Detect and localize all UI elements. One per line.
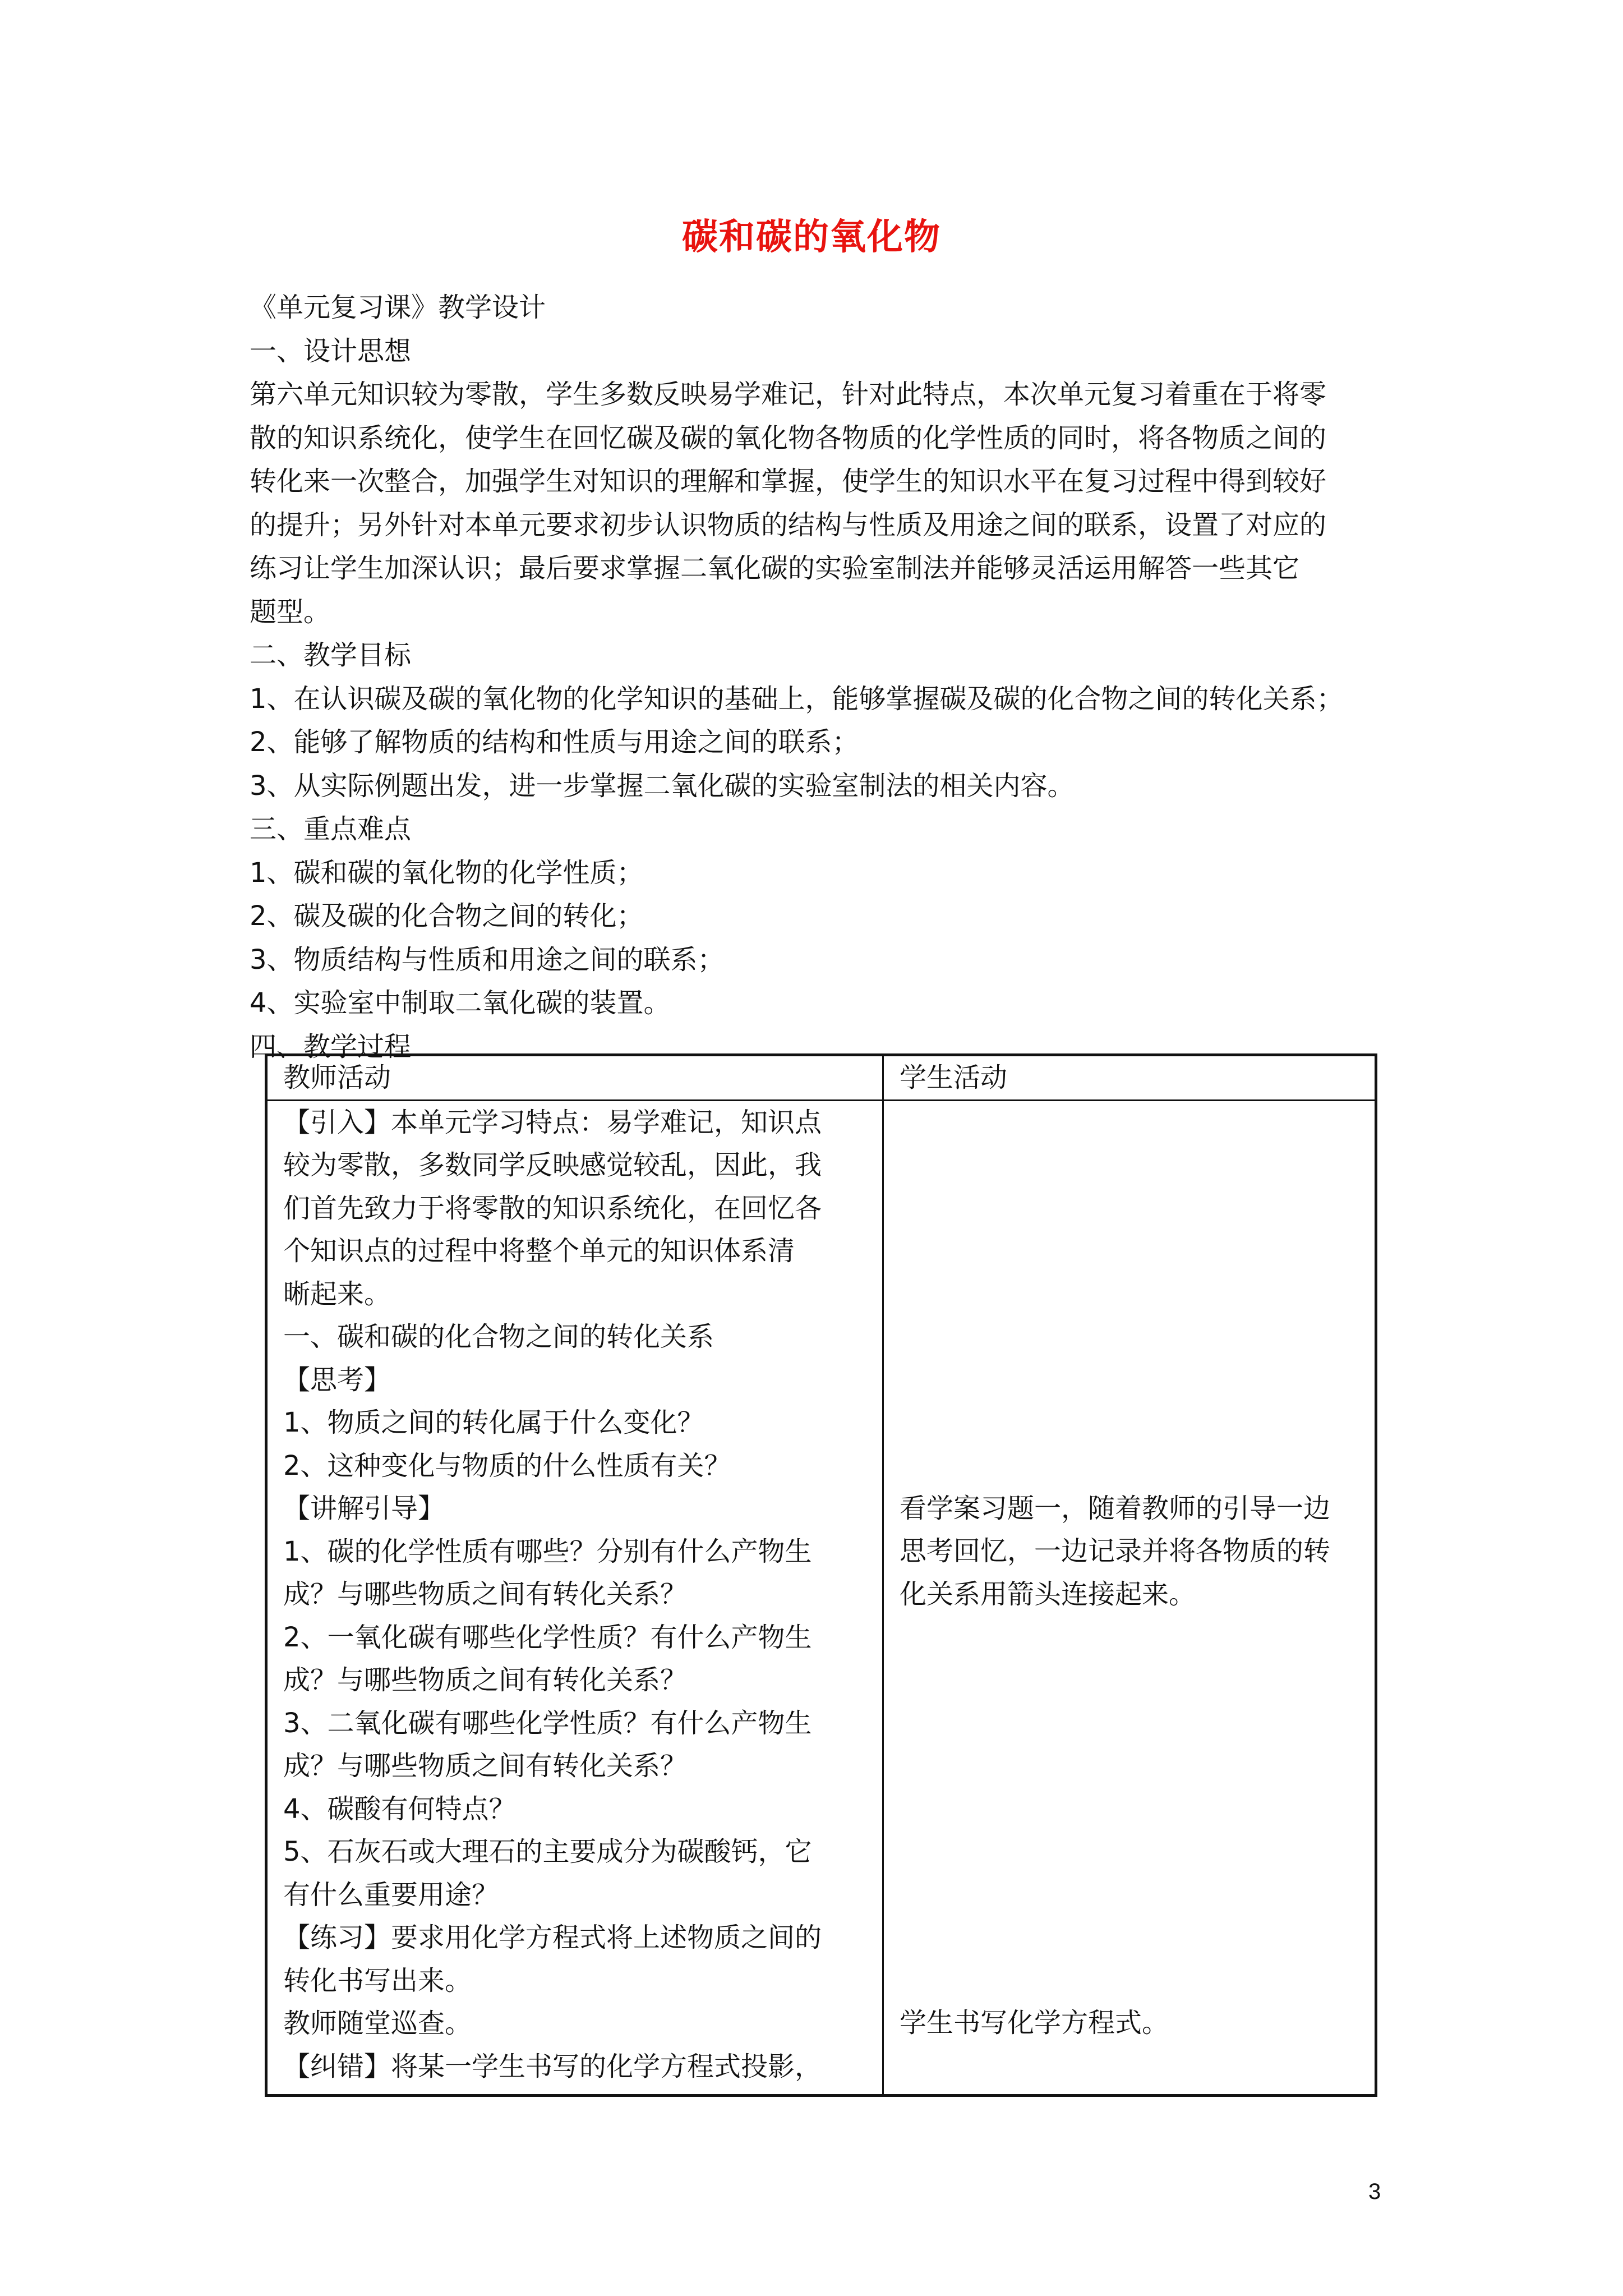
teacher-line: 5、石灰石或大理石的主要成分为碳酸钙，它 (283, 1836, 812, 1867)
page-number: 3 (1368, 2179, 1381, 2204)
teacher-line: 成？与哪些物质之间有转化关系？ (283, 1579, 688, 1610)
teacher-line: 有什么重要用途？ (283, 1879, 499, 1911)
teacher-line: 2、这种变化与物质的什么性质有关？ (283, 1450, 731, 1481)
teacher-line: 【引入】本单元学习特点：易学难记，知识点 (283, 1106, 822, 1138)
document-body (250, 286, 1391, 1069)
section-heading: 三、重点难点 (250, 813, 412, 845)
paragraph-line: 第六单元知识较为零散，学生多数反映易学难记，针对此特点，本次单元复习着重在于将零 (250, 379, 1327, 410)
teacher-activity-cell (266, 1100, 883, 2096)
teacher-line: 【练习】要求用化学方程式将上述物质之间的 (283, 1922, 822, 1953)
teacher-line: 1、碳的化学性质有哪些？分别有什么产物生 (283, 1535, 812, 1567)
teacher-line: 们首先致力于将零散的知识系统化，在回忆各 (283, 1192, 822, 1224)
paragraph-line: 题型。 (250, 596, 331, 628)
teacher-line: 【思考】 (283, 1364, 391, 1396)
section-heading: 二、教学目标 (250, 639, 412, 671)
teacher-line: 2、一氧化碳有哪些化学性质？有什么产物生 (283, 1621, 812, 1653)
teacher-line: 个知识点的过程中将整个单元的知识体系清 (283, 1235, 795, 1267)
teacher-line: 成？与哪些物质之间有转化关系？ (283, 1750, 688, 1782)
document-title: 碳和碳的氧化物 (682, 217, 941, 258)
subtitle: 《单元复习课》教学设计 (250, 292, 546, 323)
list-item: 1、碳和碳的氧化物的化学性质； (250, 857, 644, 889)
teaching-process-table (265, 1053, 1377, 2097)
teacher-line: 成？与哪些物质之间有转化关系？ (283, 1664, 688, 1696)
teacher-line: 【讲解引导】 (283, 1493, 445, 1524)
teacher-line: 【纠错】将某一学生书写的化学方程式投影， (283, 2050, 822, 2082)
teacher-line: 一、碳和碳的化合物之间的转化关系 (283, 1321, 714, 1352)
paragraph-line: 的提升；另外针对本单元要求初步认识物质的结构与性质及用途之间的联系，设置了对应的 (250, 509, 1327, 541)
list-item: 1、在认识碳及碳的氧化物的化学知识的基础上，能够掌握碳及碳的化合物之间的转化关系； (250, 683, 1344, 715)
student-line: 化关系用箭头连接起来。 (900, 1578, 1196, 1610)
teacher-line: 晰起来。 (283, 1278, 391, 1310)
list-item: 3、物质结构与性质和用途之间的联系； (250, 944, 725, 976)
teacher-line: 1、物质之间的转化属于什么变化？ (283, 1407, 704, 1438)
student-spacer (900, 1616, 1375, 2001)
paragraph-line: 转化来一次整合，加强学生对知识的理解和掌握，使学生的知识水平在复习过程中得到较好 (250, 466, 1327, 497)
table-header-row (266, 1055, 1376, 1101)
student-line: 学生书写化学方程式。 (900, 2007, 1169, 2039)
teacher-line: 4、碳酸有何特点？ (283, 1793, 516, 1825)
teacher-line: 较为零散，多数同学反映感觉较乱，因此，我 (283, 1149, 822, 1181)
teacher-line: 3、二氧化碳有哪些化学性质？有什么产物生 (283, 1707, 812, 1739)
header-student-activity: 学生活动 (883, 1055, 1376, 1101)
list-item: 2、碳及碳的化合物之间的转化； (250, 900, 644, 932)
teacher-line: 转化书写出来。 (283, 1964, 472, 1996)
paragraph-line: 练习让学生加深认识；最后要求掌握二氧化碳的实验室制法并能够灵活运用解答一些其它 (250, 553, 1300, 584)
header-teacher-activity: 教师活动 (266, 1055, 883, 1101)
student-spacer (900, 1101, 1375, 1487)
list-item: 2、能够了解物质的结构和性质与用途之间的联系； (250, 726, 859, 758)
list-item: 4、实验室中制取二氧化碳的装置。 (250, 987, 671, 1019)
table-row (266, 1100, 1376, 2096)
paragraph-line: 散的知识系统化，使学生在回忆碳及碳的氧化物各物质的化学性质的同时，将各物质之间的 (250, 422, 1327, 454)
section-heading: 一、设计思想 (250, 335, 412, 367)
list-item: 3、从实际例题出发，进一步掌握二氧化碳的实验室制法的相关内容。 (250, 770, 1075, 802)
section-heading: 四、教学过程 (250, 1030, 412, 1062)
student-activity-cell (883, 1100, 1376, 2096)
student-line: 思考回忆，一边记录并将各物质的转 (900, 1535, 1331, 1567)
teacher-line: 教师随堂巡查。 (283, 2008, 472, 2039)
student-line: 看学案习题一，随着教师的引导一边 (900, 1492, 1331, 1524)
